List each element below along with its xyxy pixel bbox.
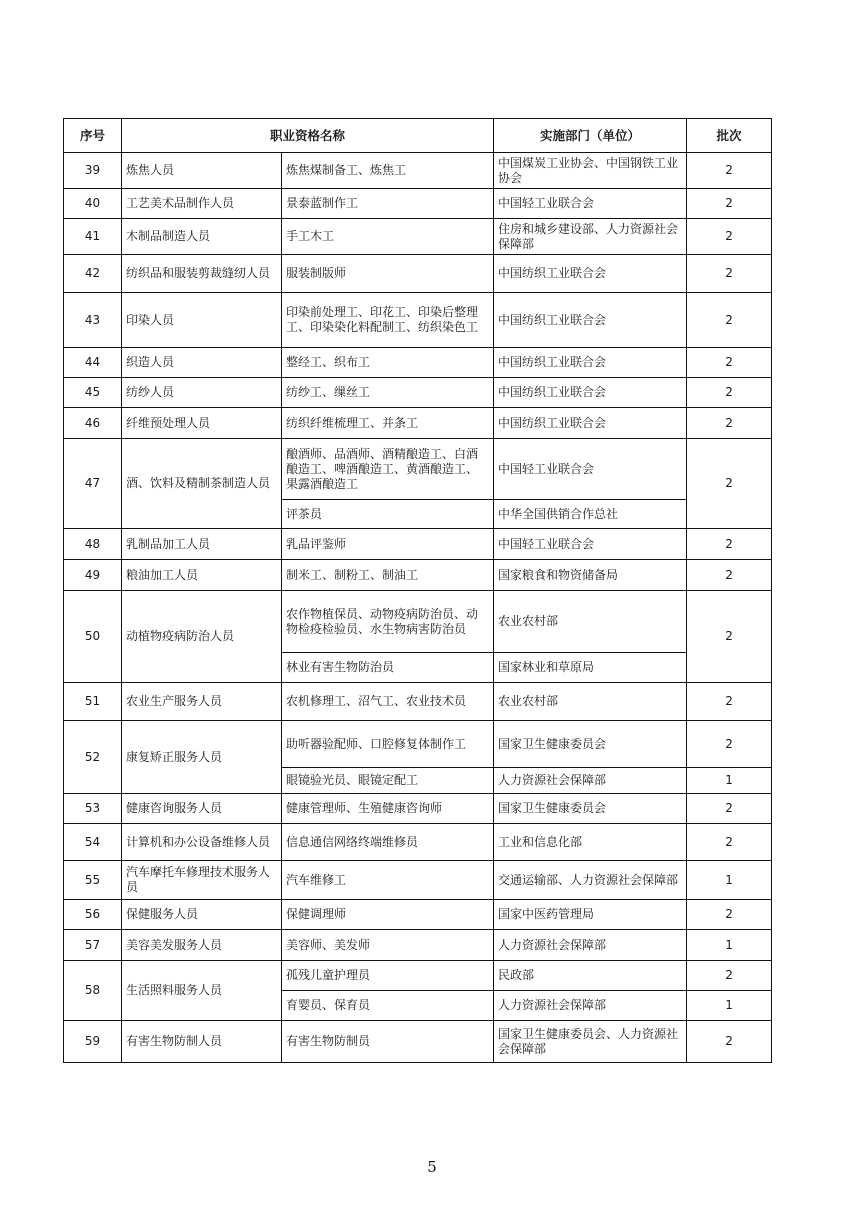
row-category: 生活照料服务人员 — [122, 961, 282, 1021]
row-department: 中国纺织工业联合会 — [494, 378, 687, 408]
row-batch: 2 — [687, 189, 772, 219]
row-qualification-name: 手工木工 — [282, 219, 494, 255]
table-row — [64, 189, 772, 219]
row-batch: 2 — [687, 255, 772, 293]
row-qualification-name: 孤残儿童护理员 — [282, 961, 494, 991]
row-seq: 42 — [64, 255, 122, 293]
table-row — [64, 219, 772, 255]
row-seq: 41 — [64, 219, 122, 255]
row-qualification-name: 信息通信网络终端维修员 — [282, 824, 494, 861]
row-department: 中华全国供销合作总社 — [494, 500, 687, 529]
row-seq: 45 — [64, 378, 122, 408]
row-category: 保健服务人员 — [122, 900, 282, 930]
row-seq: 55 — [64, 861, 122, 900]
row-department: 国家卫生健康委员会 — [494, 721, 687, 768]
row-qualification-name: 炼焦煤制备工、炼焦工 — [282, 153, 494, 189]
row-qualification-name: 林业有害生物防治员 — [282, 653, 494, 683]
table-body — [64, 153, 772, 1063]
row-seq: 46 — [64, 408, 122, 439]
row-qualification-name: 评茶员 — [282, 500, 494, 529]
row-category: 纺织品和服装剪裁缝纫人员 — [122, 255, 282, 293]
row-batch: 1 — [687, 768, 772, 794]
table-row — [64, 255, 772, 293]
row-category: 乳制品加工人员 — [122, 529, 282, 560]
row-batch: 2 — [687, 591, 772, 683]
row-seq: 51 — [64, 683, 122, 721]
row-qualification-name: 眼镜验光员、眼镜定配工 — [282, 768, 494, 794]
row-qualification-name: 健康管理师、生殖健康咨询师 — [282, 794, 494, 824]
row-qualification-name: 汽车维修工 — [282, 861, 494, 900]
row-seq: 49 — [64, 560, 122, 591]
row-batch: 2 — [687, 153, 772, 189]
row-batch: 2 — [687, 824, 772, 861]
row-department: 中国煤炭工业协会、中国钢铁工业协会 — [494, 153, 687, 189]
row-department: 国家卫生健康委员会、人力资源社会保障部 — [494, 1021, 687, 1063]
row-department: 交通运输部、人力资源社会保障部 — [494, 861, 687, 900]
page-number: 5 — [427, 1158, 437, 1176]
row-qualification-name: 保健调理师 — [282, 900, 494, 930]
row-department: 国家卫生健康委员会 — [494, 794, 687, 824]
row-seq: 43 — [64, 293, 122, 348]
row-qualification-name: 制米工、制粉工、制油工 — [282, 560, 494, 591]
table-row — [64, 824, 772, 861]
row-department: 中国纺织工业联合会 — [494, 255, 687, 293]
table-row — [64, 1021, 772, 1063]
row-seq: 40 — [64, 189, 122, 219]
row-category: 纤维预处理人员 — [122, 408, 282, 439]
row-batch: 2 — [687, 1021, 772, 1063]
table-row — [64, 861, 772, 900]
header-seq: 序号 — [64, 119, 122, 153]
row-category: 印染人员 — [122, 293, 282, 348]
row-category: 动植物疫病防治人员 — [122, 591, 282, 683]
row-qualification-name: 美容师、美发师 — [282, 930, 494, 961]
row-department: 中国纺织工业联合会 — [494, 293, 687, 348]
row-department: 农业农村部 — [494, 683, 687, 721]
row-batch: 2 — [687, 439, 772, 529]
row-department: 中国轻工业联合会 — [494, 439, 687, 500]
row-qualification-name: 纺织纤维梳理工、并条工 — [282, 408, 494, 439]
table-row — [64, 961, 772, 991]
table-row — [64, 591, 772, 653]
row-department: 国家粮食和物资储备局 — [494, 560, 687, 591]
row-batch: 2 — [687, 529, 772, 560]
row-batch: 2 — [687, 794, 772, 824]
row-batch: 2 — [687, 683, 772, 721]
row-seq: 56 — [64, 900, 122, 930]
row-seq: 53 — [64, 794, 122, 824]
row-seq: 50 — [64, 591, 122, 683]
row-qualification-name: 纺纱工、缫丝工 — [282, 378, 494, 408]
row-qualification-name: 服装制版师 — [282, 255, 494, 293]
row-qualification-name: 整经工、织布工 — [282, 348, 494, 378]
row-department: 中国纺织工业联合会 — [494, 348, 687, 378]
table-row — [64, 408, 772, 439]
header-qualification-name: 职业资格名称 — [122, 119, 494, 153]
table-row — [64, 439, 772, 500]
row-seq: 58 — [64, 961, 122, 1021]
row-department: 中国轻工业联合会 — [494, 189, 687, 219]
row-department: 工业和信息化部 — [494, 824, 687, 861]
row-department: 中国轻工业联合会 — [494, 529, 687, 560]
row-department: 人力资源社会保障部 — [494, 930, 687, 961]
row-department: 农业农村部 — [494, 591, 687, 653]
row-seq: 47 — [64, 439, 122, 529]
row-batch: 1 — [687, 930, 772, 961]
row-qualification-name: 助听器验配师、口腔修复体制作工 — [282, 721, 494, 768]
row-category: 农业生产服务人员 — [122, 683, 282, 721]
row-qualification-name: 酿酒师、品酒师、酒精酿造工、白酒酿造工、啤酒酿造工、黄酒酿造工、果露酒酿造工 — [282, 439, 494, 500]
row-seq: 54 — [64, 824, 122, 861]
row-category: 酒、饮料及精制茶制造人员 — [122, 439, 282, 529]
row-seq: 57 — [64, 930, 122, 961]
row-qualification-name: 印染前处理工、印花工、印染后整理工、印染染化料配制工、纺织染色工 — [282, 293, 494, 348]
row-batch: 1 — [687, 991, 772, 1021]
row-batch: 2 — [687, 961, 772, 991]
row-batch: 2 — [687, 408, 772, 439]
row-seq: 48 — [64, 529, 122, 560]
row-department: 国家林业和草原局 — [494, 653, 687, 683]
table-row — [64, 794, 772, 824]
row-seq: 39 — [64, 153, 122, 189]
table-row — [64, 153, 772, 189]
row-department: 人力资源社会保障部 — [494, 768, 687, 794]
row-category: 纺纱人员 — [122, 378, 282, 408]
row-qualification-name: 景泰蓝制作工 — [282, 189, 494, 219]
row-category: 有害生物防制人员 — [122, 1021, 282, 1063]
row-category: 汽车摩托车修理技术服务人员 — [122, 861, 282, 900]
row-batch: 2 — [687, 900, 772, 930]
row-category: 健康咨询服务人员 — [122, 794, 282, 824]
row-batch: 2 — [687, 378, 772, 408]
qualification-table — [63, 118, 772, 1063]
table-header-row — [64, 119, 772, 153]
row-seq: 44 — [64, 348, 122, 378]
row-category: 工艺美术品制作人员 — [122, 189, 282, 219]
table-row — [64, 529, 772, 560]
row-batch: 1 — [687, 861, 772, 900]
row-batch: 2 — [687, 348, 772, 378]
row-qualification-name: 农作物植保员、动物疫病防治员、动物检疫检验员、水生物病害防治员 — [282, 591, 494, 653]
table-row — [64, 930, 772, 961]
row-department: 中国纺织工业联合会 — [494, 408, 687, 439]
row-seq: 52 — [64, 721, 122, 794]
row-batch: 2 — [687, 721, 772, 768]
row-category: 康复矫正服务人员 — [122, 721, 282, 794]
row-category: 美容美发服务人员 — [122, 930, 282, 961]
row-category: 炼焦人员 — [122, 153, 282, 189]
row-batch: 2 — [687, 560, 772, 591]
row-department: 住房和城乡建设部、人力资源社会保障部 — [494, 219, 687, 255]
table-row — [64, 683, 772, 721]
row-seq: 59 — [64, 1021, 122, 1063]
row-category: 织造人员 — [122, 348, 282, 378]
row-qualification-name: 育婴员、保育员 — [282, 991, 494, 1021]
header-department: 实施部门（单位） — [494, 119, 687, 153]
table-row — [64, 348, 772, 378]
row-qualification-name: 乳品评鉴师 — [282, 529, 494, 560]
table-row — [64, 900, 772, 930]
row-batch: 2 — [687, 219, 772, 255]
row-category: 粮油加工人员 — [122, 560, 282, 591]
row-category: 木制品制造人员 — [122, 219, 282, 255]
row-department: 人力资源社会保障部 — [494, 991, 687, 1021]
table-row — [64, 721, 772, 768]
row-category: 计算机和办公设备维修人员 — [122, 824, 282, 861]
table-row — [64, 560, 772, 591]
table-row — [64, 293, 772, 348]
table-row — [64, 378, 772, 408]
row-department: 国家中医药管理局 — [494, 900, 687, 930]
row-batch: 2 — [687, 293, 772, 348]
row-qualification-name: 有害生物防制员 — [282, 1021, 494, 1063]
row-department: 民政部 — [494, 961, 687, 991]
row-qualification-name: 农机修理工、沼气工、农业技术员 — [282, 683, 494, 721]
header-batch: 批次 — [687, 119, 772, 153]
